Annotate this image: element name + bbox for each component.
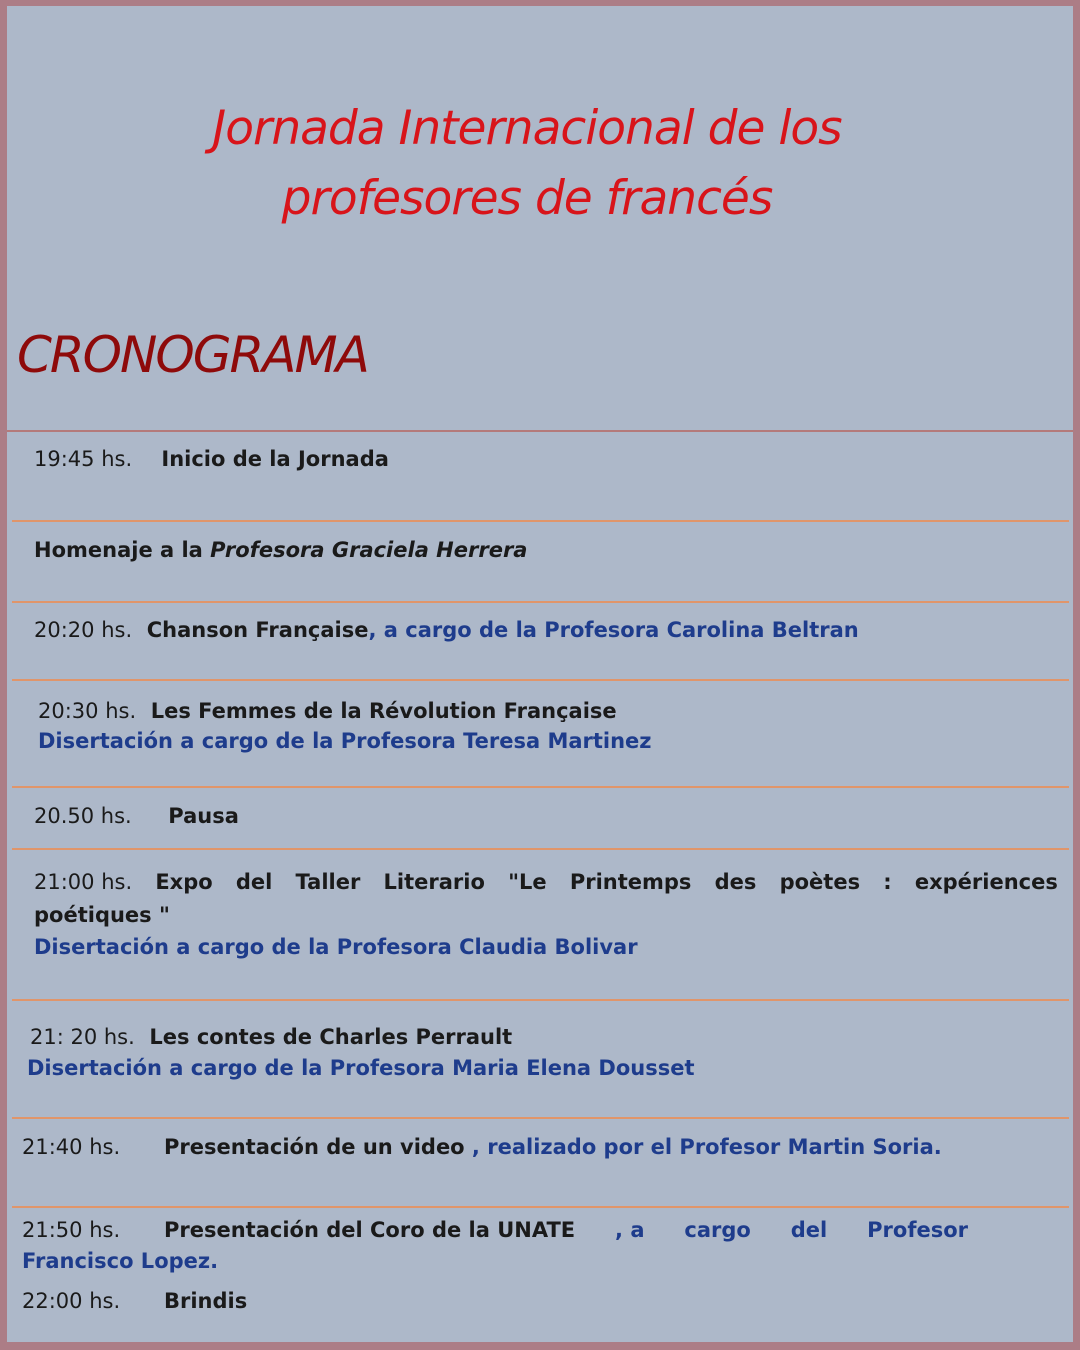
item-title: Les contes de Charles Perrault xyxy=(149,1025,513,1049)
header-divider xyxy=(7,430,1073,432)
schedule-item-8 xyxy=(22,1132,942,1162)
event-title xyxy=(7,94,1047,234)
honoree-name: Profesora Graciela Herrera xyxy=(210,538,528,562)
speaker-word: Profesor xyxy=(867,1218,968,1242)
item-speaker: Disertación a cargo de la Profesora Claudia Bolivar xyxy=(34,935,638,959)
item-speaker: Disertación a cargo de la Profesora Teresa Martinez xyxy=(38,729,652,753)
title-line-1: Jornada Internacional de los xyxy=(212,101,842,156)
item-speaker-continued: Francisco Lopez. xyxy=(22,1249,219,1273)
title-word: : xyxy=(883,870,892,894)
schedule-item-9 xyxy=(22,1215,968,1245)
title-word: Taller xyxy=(295,870,361,894)
item-time: 21:40 hs. xyxy=(22,1135,121,1159)
title-word: expériences xyxy=(914,870,1058,894)
schedule-item-6 xyxy=(34,867,1058,897)
divider xyxy=(12,1117,1069,1119)
item-time: 21: 20 hs. xyxy=(30,1025,135,1049)
divider xyxy=(12,679,1069,681)
item-time: 19:45 hs. xyxy=(34,447,133,471)
title-word: del xyxy=(235,870,273,894)
title-word: des xyxy=(714,870,757,894)
schedule-heading: CRONOGRAMA xyxy=(17,326,368,384)
title-word: "Le xyxy=(508,870,547,894)
schedule-item-10 xyxy=(22,1286,247,1316)
item-speaker: , realizado por el Profesor Martin Soria. xyxy=(464,1135,942,1159)
item-title: Les Femmes de la Révolution Française xyxy=(150,699,617,723)
schedule-item-5 xyxy=(34,801,239,831)
item-time: 20:20 hs. xyxy=(34,618,133,642)
divider xyxy=(12,601,1069,603)
speaker-word: del xyxy=(790,1218,828,1242)
divider xyxy=(12,520,1069,522)
item-speaker: , a cargo de la Profesora Carolina Beltran xyxy=(368,618,859,642)
divider xyxy=(12,999,1069,1001)
item-time: 20.50 hs. xyxy=(34,804,132,828)
item-speaker: Disertación a cargo de la Profesora Maria Elena Dousset xyxy=(27,1056,695,1080)
title-word: poètes xyxy=(779,870,861,894)
divider xyxy=(12,848,1069,850)
item-time: 21:00 hs. xyxy=(34,870,133,894)
title-word: Printemps xyxy=(569,870,692,894)
item-title: Presentación de un video xyxy=(164,1135,465,1159)
item-time: 22:00 hs. xyxy=(22,1289,121,1313)
title-word: Literario xyxy=(383,870,485,894)
title-line-2: profesores de francés xyxy=(281,171,773,226)
item-time: 21:50 hs. xyxy=(22,1218,121,1242)
speaker-word: cargo xyxy=(684,1218,751,1242)
page xyxy=(7,6,1073,1342)
item-title: Homenaje a la xyxy=(34,538,211,562)
schedule-item-1 xyxy=(34,444,389,474)
item-title: Inicio de la Jornada xyxy=(161,447,389,471)
schedule-item-2 xyxy=(34,535,527,565)
item-title: Brindis xyxy=(164,1289,248,1313)
item-title: Pausa xyxy=(168,804,239,828)
divider xyxy=(12,1206,1069,1208)
schedule-item-7 xyxy=(30,1022,512,1052)
schedule-item-3 xyxy=(34,615,859,645)
item-title-continued: poétiques " xyxy=(34,903,170,927)
speaker-word: , a xyxy=(615,1218,645,1242)
title-word: Expo xyxy=(155,870,213,894)
item-time: 20:30 hs. xyxy=(38,699,137,723)
divider xyxy=(12,786,1069,788)
schedule-item-4 xyxy=(38,696,617,726)
item-title: Presentación del Coro de la UNATE xyxy=(164,1218,576,1242)
item-title: Chanson Française xyxy=(146,618,369,642)
